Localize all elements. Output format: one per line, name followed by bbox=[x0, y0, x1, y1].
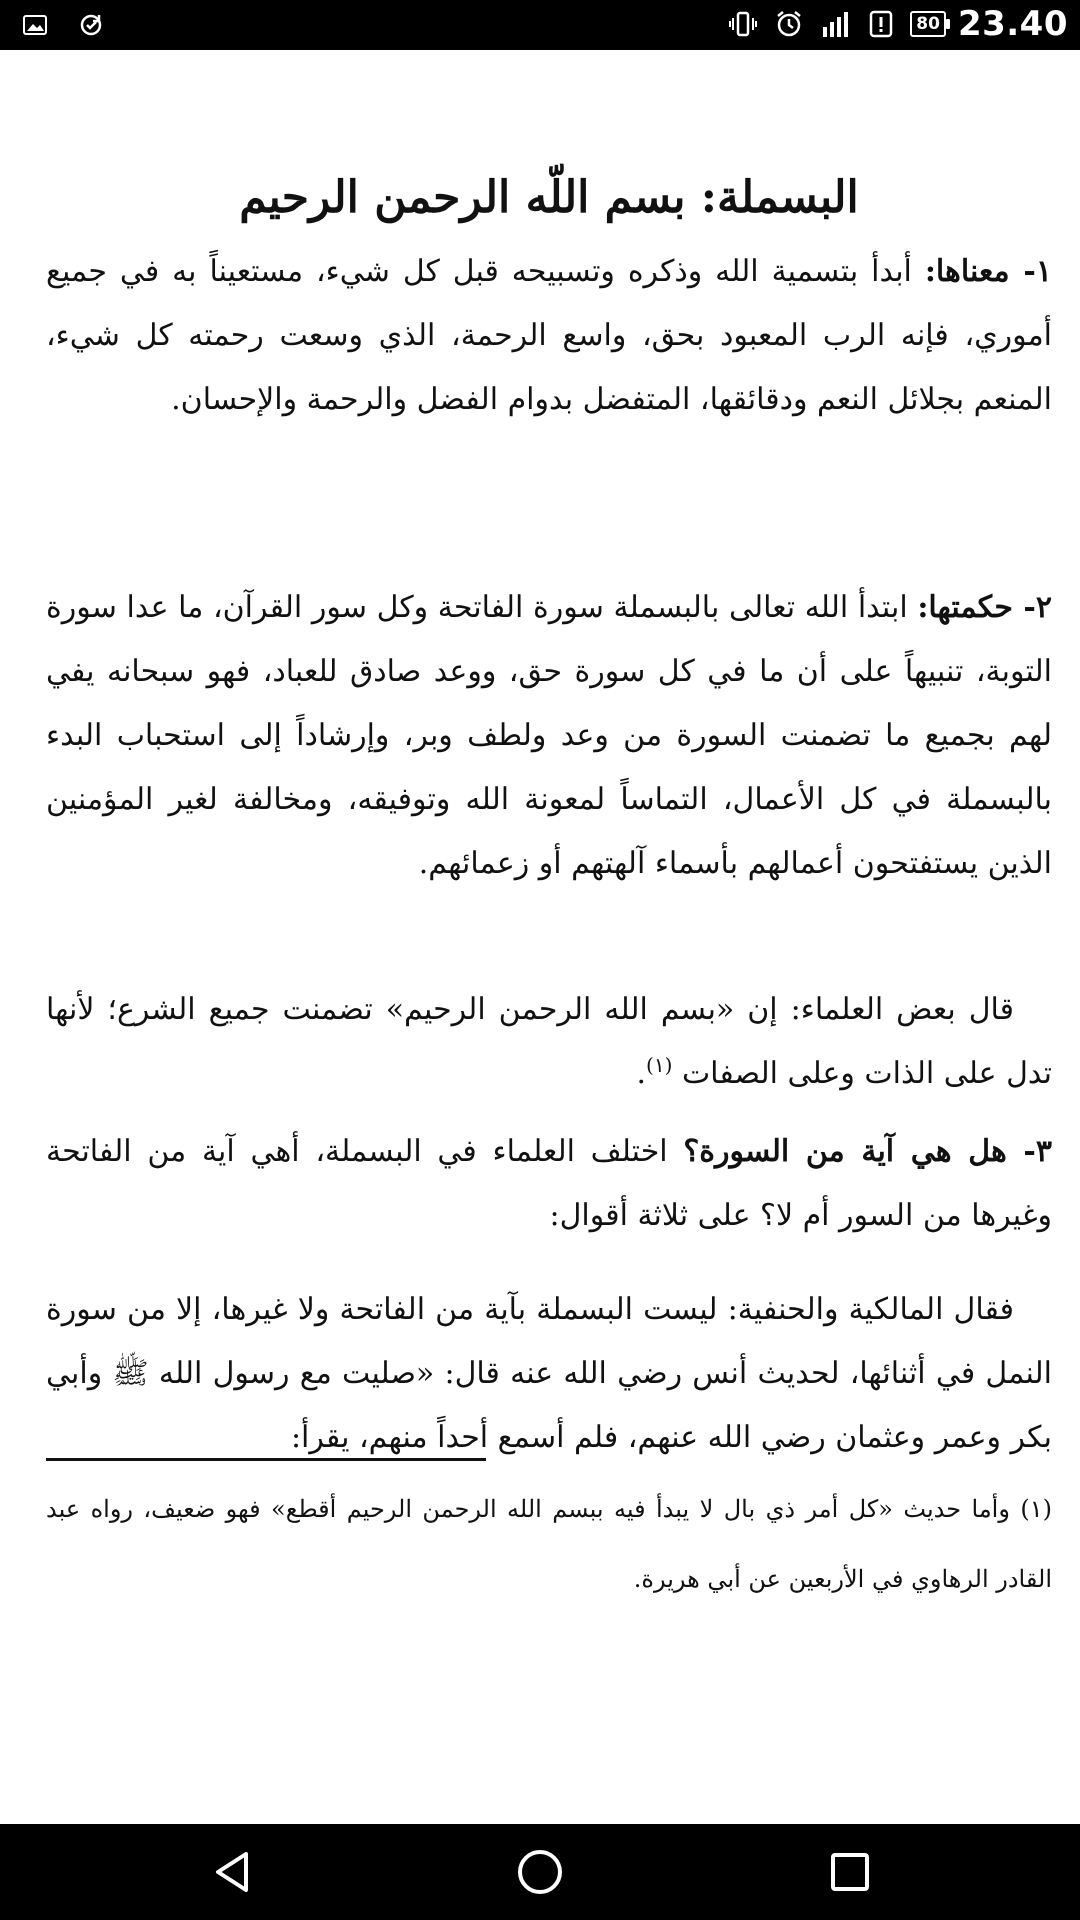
home-button[interactable] bbox=[514, 1846, 566, 1898]
signal-icon bbox=[818, 7, 852, 41]
alert-icon bbox=[864, 7, 898, 41]
section-meaning bbox=[46, 240, 1052, 432]
recents-button[interactable] bbox=[824, 1846, 876, 1898]
back-button[interactable] bbox=[206, 1846, 258, 1898]
home-circle-icon bbox=[515, 1847, 565, 1897]
document-page[interactable] bbox=[0, 50, 1080, 1824]
scholars-quote bbox=[46, 978, 1052, 1106]
section-heading: ٢- حكمتها: bbox=[917, 590, 1052, 625]
section-text: أبدأ بتسمية الله وذكره وتسبيحه قبل كل شيء، مستعيناً به في جميع أموري، فإنه الرب المعبود بحق، واسع الرحمة، الذي وسعت رحمته كل شيء، المنعم بجلائل النعم ودقائقها، المتفضل بدوام الفضل والرحمة والإحسان. bbox=[46, 254, 1052, 417]
footnote: (١) وأما حديث «كل أمر ذي بال لا يبدأ فيه ببسم الله الرحمن الرحيم أقطع» فهو ضعيف، رواه عبد القادر الرهاوي في الأربعين عن أبي هريرة. bbox=[46, 1495, 1052, 1593]
recents-square-icon bbox=[827, 1849, 873, 1895]
section-text: فقال المالكية والحنفية: ليست البسملة بآية من الفاتحة ولا غيرها، إلا من سورة النمل في أثنائها، لحديث أنس رضي الله عنه قال: «صليت مع رسول الله ﷺ وأبي بكر وعمر وعثمان رضي الله عنهم، فلم أسمع أحداً منهم، يقرأ: bbox=[46, 1292, 1053, 1455]
section-is-verse bbox=[46, 1120, 1052, 1248]
section-text: اختلف العلماء في البسملة، أهي آية من الفاتحة وغيرها من السور أم لا؟ على ثلاثة أقوال: bbox=[46, 1134, 1052, 1233]
footnote-ref[interactable]: (١) bbox=[646, 1053, 673, 1077]
section-text: ابتدأ الله تعالى بالبسملة سورة الفاتحة وكل سور القرآن، ما عدا سورة التوبة، تنبيهاً على أن ما في كل سورة حق، ووعد صادق للعباد، فهو سبحانه يفي لهم بجميع ما تضمنت السورة من وعد ولطف وبر، وإرشاداً إلى استحباب البدء بالبسملة في كل الأعمال، التماساً لمعونة الله وتوفيقه، ومخالفة لغير المؤمنين الذين يستفتحون أعمالهم بأسماء آلهتهم أو زعمائهم. bbox=[46, 590, 1052, 881]
sync-icon bbox=[74, 8, 108, 42]
clock: 23.40 bbox=[957, 4, 1068, 44]
section-text: قال بعض العلماء: إن «بسم الله الرحمن الرحيم» تضمنت جميع الشرع؛ لأنها تدل على الذات وعلى الصفات bbox=[46, 992, 1052, 1091]
status-bar bbox=[0, 0, 1080, 50]
vibrate-icon bbox=[726, 7, 760, 41]
section-heading: ١- معناها: bbox=[924, 254, 1053, 289]
navigation-bar bbox=[0, 1824, 1080, 1920]
back-triangle-icon bbox=[208, 1848, 256, 1896]
section-heading: ٣- هل هي آية من السورة؟ bbox=[683, 1134, 1052, 1169]
alarm-icon bbox=[772, 7, 806, 41]
sentence-end: . bbox=[636, 1056, 647, 1091]
image-icon bbox=[18, 8, 52, 42]
maliki-hanafi-opinion bbox=[46, 1278, 1052, 1470]
section-wisdom bbox=[46, 576, 1052, 896]
battery-indicator: 80 bbox=[910, 11, 946, 37]
page-title: البسملة: بسم اللّه الرحمن الرحيم bbox=[239, 172, 859, 223]
footnote-divider bbox=[46, 1458, 486, 1461]
